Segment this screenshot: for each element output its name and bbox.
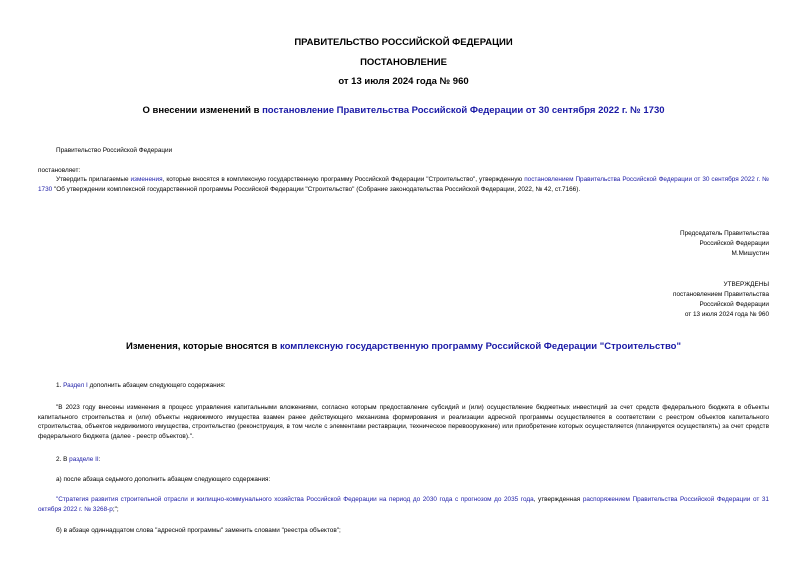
item-1 [56,381,225,391]
quote-2-paragraph [38,495,769,514]
item-1-number: 1. [56,382,64,389]
changes-title-prefix: Изменения, которые вносятся в [126,341,280,352]
quote-1-paragraph [38,403,769,441]
item-2b: б) в абзаце одиннадцатом слова "адресной программы" заменить словами "реестра объектов"; [56,527,341,534]
section-1-link[interactable]: Раздел I [63,382,88,389]
changes-title [0,341,807,352]
item-2-number: 2. В [56,456,70,463]
program-link[interactable]: комплексную государственную программу Российской Федерации "Строительство" [279,341,681,352]
resolves-line: постановляет: [38,167,81,174]
approval-by: постановлением Правительства [673,291,769,298]
quote-1-text: "В 2023 году внесены изменения в процесс управления капитальными вложениями, согласно которым предоставление субсидий и (или) осуществление бюджетных инвестиций за счет средств федерального бюджета в объекты капитального строительства и (или) объекты недвижимого имущества взамен ранее действующего механизма формирования и реализации адресной программы осуществляется в соответствии с реестром объектов капитального строительства, объектов недвижимого имущества, строительство (реконструкция, в том числе с элементами реставрации, техническое перевооружение) или приобретение которых осуществляется (планируется осуществлять) за счет средств федерального бюджета (далее - реестр объектов).". [38,404,769,440]
item-2 [56,455,100,465]
approval-date: от 13 июля 2024 года № 960 [684,311,769,318]
quote-2-mid: , утвержденная [533,496,583,503]
approval-heading: УТВЕРЖДЕНЫ [723,281,769,288]
quote-2-end: ;"; [112,505,119,513]
title-link[interactable]: постановление Правительства Российской Федерации от 30 сентября 2022 г. № 1730 [262,105,665,116]
p1-text-b: , которые вносятся в комплексную государственную программу Российской Федерации "Строительство", утвержденную [162,176,525,183]
item-1-text: дополнить абзацем следующего содержания: [87,382,226,389]
p1-text-c: "Об утверждении комплексной государственной программы Российской Федерации "Строительство" (Собрание законодательства Российской Федерации, 2022, № 42, ст.7166). [52,185,581,193]
document-title [0,105,807,116]
resolution-paragraph [38,175,769,194]
government-line: Правительство Российской Федерации [56,147,173,154]
item-2-text: : [98,456,101,463]
document-date-number: от 13 июля 2024 года № 960 [338,76,469,87]
order-3268-link[interactable]: распоряжением Правительства Российской Федерации от 31 октября 2022 г. № 3268-р [38,496,769,513]
signature-name: М.Мишустин [731,250,769,257]
item-2a: а) после абзаца седьмого дополнить абзацем следующего содержания: [56,476,271,483]
p1-text-a: Утвердить прилагаемые [56,176,131,183]
section-2-link[interactable]: разделе II [69,456,99,463]
signature-position: Председатель Правительства [680,230,769,237]
changes-link[interactable]: изменения [130,176,163,183]
approval-org: Российской Федерации [699,301,769,308]
title-prefix: О внесении изменений в [142,105,263,116]
strategy-link[interactable]: "Стратегия развития строительной отрасли и жилищно-коммунального хозяйства Российской Федерации на период до 2030 года с прогнозом до 2035 года [56,496,534,503]
issuing-authority: ПРАВИТЕЛЬСТВО РОССИЙСКОЙ ФЕДЕРАЦИИ [294,37,513,48]
document-type: ПОСТАНОВЛЕНИЕ [360,57,447,68]
resolution-1730-link[interactable]: постановлением Правительства Российской Федерации от 30 сентября 2022 г. № 1730 [38,176,769,193]
signature-org: Российской Федерации [699,240,769,247]
